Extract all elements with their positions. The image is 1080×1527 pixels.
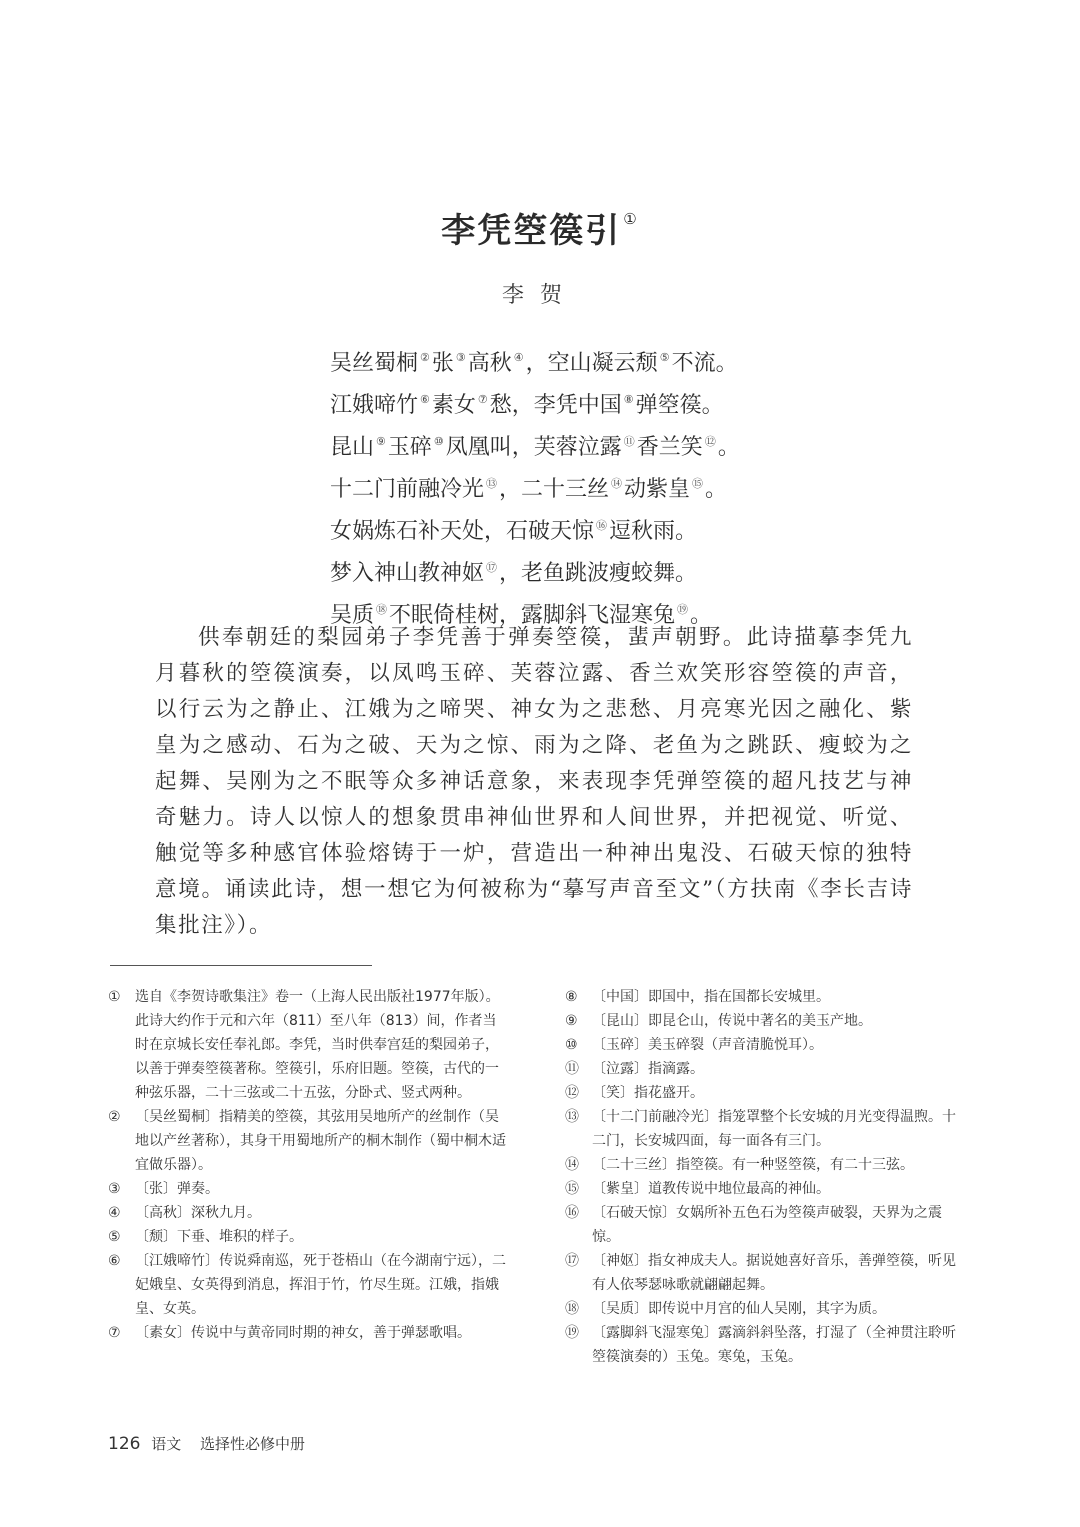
poem-text: 逗秋雨。 (609, 519, 698, 544)
footnote-marker: ⑥ (420, 393, 430, 406)
footnote-number: ② (108, 1109, 121, 1125)
footnote-text: 〔玉碎〕美玉碎裂（声音清脆悦耳）。 (592, 1037, 823, 1053)
poem-line (330, 550, 930, 592)
poem-text: 愁，李凭中国 (489, 393, 622, 418)
footnote-number: ⑰ (565, 1253, 579, 1269)
footnote-text: 〔吴质〕即传说中月宫的仙人吴刚，其字为质。 (592, 1301, 886, 1317)
footnote-marker: ⑬ (486, 477, 498, 490)
footnote-text: 〔颓〕下垂、堆积的样子。 (135, 1229, 303, 1245)
guide-paragraph: 供奉朝廷的梨园弟子李凭善于弹奏箜篌，蜚声朝野。此诗描摹李凭九月暮秋的箜篌演奏，以凤鸣玉碎、芙蓉泣露、香兰欢笑形容箜篌的声音，以行云为之静止、江娥为之啼哭、神女为之悲愁、月亮寒光因之融化、紫皇为之感动、石为之破、天为之惊、雨为之降、老鱼为之跳跃、瘦蛟为之起舞、吴刚为之不眠等众多神话意象，来表现李凭弹箜篌的超凡技艺与神奇魅力。诗人以惊人的想象贯串神仙世界和人间世界，并把视觉、听觉、触觉等多种感官体验熔铸于一炉，营造出一种神出鬼没、石破天惊的独特意境。诵读此诗，想一想它为何被称为“摹写声音至文”（方扶南《李长吉诗集批注》）。 (155, 625, 913, 938)
footnotes-left-column (108, 985, 508, 1345)
footnote-number: ⑧ (565, 989, 578, 1005)
footnote-marker: ⑮ (692, 477, 704, 490)
footnote-text: 〔吴丝蜀桐〕指精美的箜篌，其弦用吴地所产的丝制作（吴地以产丝著称），其身干用蜀地所产的桐木制作（蜀中桐木适宜做乐器）。 (135, 1109, 506, 1173)
poem-text: 江娥啼竹 (330, 393, 419, 418)
footnote-item (565, 1177, 965, 1201)
footnote-number: ⑨ (565, 1013, 578, 1029)
poem-text: 昆山 (330, 435, 375, 460)
footnote-text: 〔紫皇〕道教传说中地位最高的神仙。 (592, 1181, 830, 1197)
footnote-item (565, 1297, 965, 1321)
poem-text: 十二门前融冷光 (330, 477, 485, 502)
footnote-number: ⑭ (565, 1157, 579, 1173)
subject-label: 语文 (151, 1435, 182, 1453)
footnote-text: 〔素女〕传说中与黄帝同时期的神女，善于弹瑟歌唱。 (135, 1325, 471, 1341)
footnote-number: ⑦ (108, 1325, 121, 1341)
footnote-item (565, 1105, 965, 1153)
footnote-item (565, 985, 965, 1009)
footnote-text: 〔江娥啼竹〕传说舜南巡，死于苍梧山（在今湖南宁远），二妃娥皇、女英得到消息，挥泪于竹，竹尽生斑。江娥，指娥皇、女英。 (135, 1253, 506, 1317)
poem-text: 。 (690, 603, 713, 628)
footnote-item (565, 1321, 965, 1369)
footnote-text: 〔神妪〕指女神成夫人。据说她喜好音乐，善弹箜篌，听见有人依琴瑟咏歌就翩翩起舞。 (592, 1253, 956, 1293)
footnote-item (565, 1057, 965, 1081)
footnote-item (108, 1201, 508, 1225)
footnote-item (108, 1225, 508, 1249)
footnote-marker: ⑭ (611, 477, 623, 490)
poem-line (330, 466, 930, 508)
footnote-marker: ⑧ (623, 393, 634, 406)
footnote-marker: ⑱ (376, 603, 388, 616)
footnote-number: ⑪ (565, 1061, 579, 1077)
footnote-number: ④ (108, 1205, 121, 1221)
poem-text: 。 (717, 435, 740, 460)
footnote-marker: ⑨ (376, 435, 386, 448)
footnote-item (565, 1201, 965, 1249)
footnote-marker: ⑫ (704, 435, 716, 448)
footnote-text: 选自《李贺诗歌集注》卷一（上海人民出版社1977年版）。此诗大约作于元和六年（811）至八年（813）间，作者当时在京城长安任奉礼郎。李凭，当时供奉宫廷的梨园弟子，以善于弹奏箜篌著称。箜篌引，乐府旧题。箜篌，古代的一种弦乐器，二十三弦或二十五弦，分卧式、竖式两种。 (135, 989, 500, 1101)
footnote-number: ⑬ (565, 1109, 579, 1125)
poem-text: 弹箜篌。 (635, 393, 724, 418)
poem-text: 凤凰叫，芙蓉泣露 (445, 435, 622, 460)
footnote-marker: ⑰ (486, 561, 498, 574)
poem-text: 高秋 (467, 351, 512, 376)
footnote-text: 〔二十三丝〕指箜篌。有一种竖箜篌，有二十三弦。 (592, 1157, 914, 1173)
footnote-marker: ⑤ (659, 351, 670, 364)
poem-text: 香兰笑 (636, 435, 703, 460)
footnote-item (108, 1105, 508, 1177)
footnote-marker: ③ (455, 351, 466, 364)
footnote-item (565, 1153, 965, 1177)
footnote-item (565, 1081, 965, 1105)
poem-line (330, 382, 930, 424)
footnote-text: 〔张〕弹奏。 (135, 1181, 219, 1197)
poem-text: 吴质 (330, 603, 375, 628)
book-title: 选择性必修中册 (200, 1435, 306, 1453)
footnote-number: ⑫ (565, 1085, 579, 1101)
poem-text: ，空山凝云颓 (525, 351, 658, 376)
poem-text: 动紫皇 (624, 477, 691, 502)
footnote-number: ⑩ (565, 1037, 578, 1053)
poem-line (330, 340, 930, 382)
footnote-text: 〔高秋〕深秋九月。 (135, 1205, 261, 1221)
poem-text: 女娲炼石补天处，石破天惊 (330, 519, 595, 544)
poem-text: 不眠倚桂树，露脚斜飞湿寒兔 (389, 603, 676, 628)
footnote-marker: ⑲ (677, 603, 689, 616)
footnote-marker: ⑩ (433, 435, 444, 448)
page-footer (108, 1433, 305, 1454)
footnote-number: ① (108, 989, 121, 1005)
footnote-divider (110, 965, 372, 966)
footnote-number: ⑲ (565, 1325, 579, 1341)
title-text: 李凭箜篌引 (441, 211, 622, 251)
poem-text: 素女 (431, 393, 476, 418)
footnote-number: ⑥ (108, 1253, 121, 1269)
footnote-item (108, 1249, 508, 1321)
footnote-text: 〔笑〕指花盛开。 (592, 1085, 704, 1101)
footnote-text: 〔中国〕即国中，指在国都长安城里。 (592, 989, 830, 1005)
footnote-marker: ⑦ (477, 393, 488, 406)
poem-author: 李贺 (501, 283, 578, 308)
footnote-text: 〔露脚斜飞湿寒兔〕露滴斜斜坠落，打湿了（全神贯注聆听箜篌演奏的）玉兔。寒兔，玉兔。 (592, 1325, 956, 1365)
footnote-text: 〔石破天惊〕女娲所补五色石为箜篌声破裂，天界为之震惊。 (592, 1205, 942, 1245)
poem-text: 张 (431, 351, 454, 376)
footnote-number: ⑱ (565, 1301, 579, 1317)
poem-line (330, 508, 930, 550)
footnote-number: ⑤ (108, 1229, 121, 1245)
poem-text: 。 (705, 477, 728, 502)
poem-text: ，老鱼跳波瘦蛟舞。 (499, 561, 698, 586)
page-number: 126 (108, 1434, 141, 1454)
footnote-text: 〔昆山〕即昆仑山，传说中著名的美玉产地。 (592, 1013, 872, 1029)
footnote-item (565, 1033, 965, 1057)
poem-title (0, 203, 1080, 252)
footnote-item (565, 1009, 965, 1033)
footnote-marker: ⑪ (623, 435, 635, 448)
footnote-number: ⑮ (565, 1181, 579, 1197)
footnote-item (108, 985, 508, 1105)
footnote-marker: ⑯ (596, 519, 608, 532)
footnote-number: ⑯ (565, 1205, 579, 1221)
footnote-number: ③ (108, 1181, 121, 1197)
footnote-item (108, 1177, 508, 1201)
footnote-text: 〔泣露〕指滴露。 (592, 1061, 704, 1077)
title-footnote-mark: ① (623, 210, 639, 228)
footnote-item (108, 1321, 508, 1345)
footnote-item (565, 1249, 965, 1297)
poem-text: ，二十三丝 (499, 477, 610, 502)
footnotes-right-column (565, 985, 965, 1369)
poem-text: 梦入神山教神妪 (330, 561, 485, 586)
footnote-marker: ④ (513, 351, 524, 364)
poem-text: 不流。 (671, 351, 738, 376)
footnote-marker: ② (420, 351, 430, 364)
poem-line (330, 424, 930, 466)
poem-text: 吴丝蜀桐 (330, 351, 419, 376)
poem-text: 玉碎 (387, 435, 432, 460)
footnote-text: 〔十二门前融冷光〕指笼罩整个长安城的月光变得温煦。十二门，长安城四面，每一面各有三门。 (592, 1109, 956, 1149)
poem-body (330, 340, 930, 634)
